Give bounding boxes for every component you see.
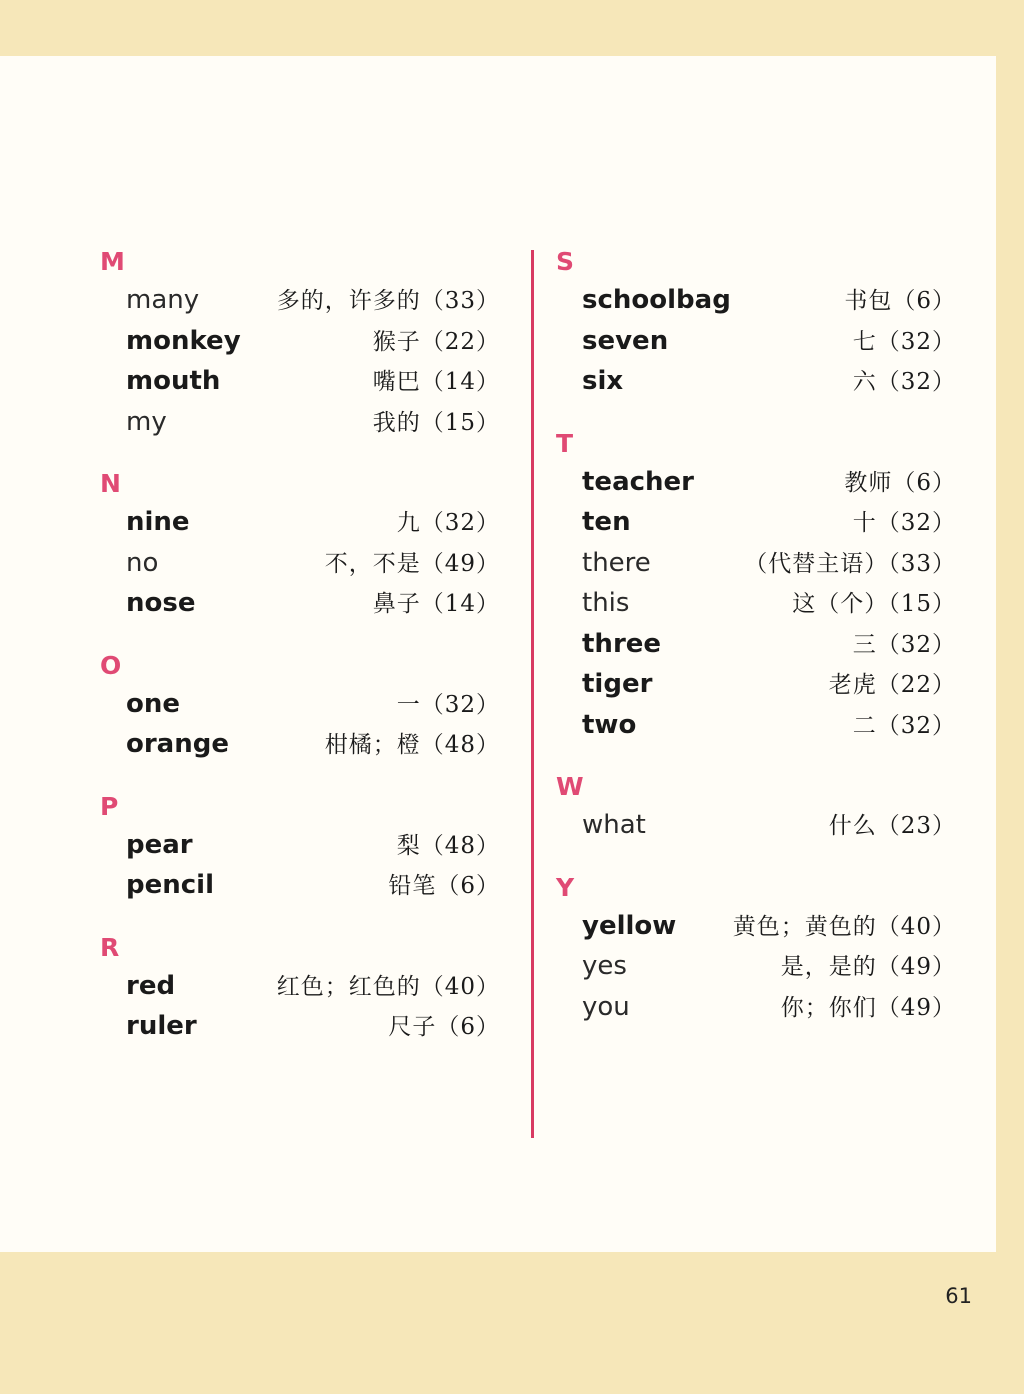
entry-meaning: 教师（6） — [844, 469, 956, 496]
entry-word: two — [582, 709, 637, 740]
entry-word: seven — [582, 325, 669, 356]
glossary-entry — [100, 280, 500, 321]
glossary-entry — [556, 705, 956, 746]
section-letter: Y — [556, 872, 575, 902]
entry-meaning: 三（32） — [852, 631, 956, 658]
glossary-entry — [100, 966, 500, 1007]
letter-section — [100, 930, 500, 1047]
glossary-entry — [556, 502, 956, 543]
letter-section — [556, 769, 956, 846]
entry-meaning: 你；你们（49） — [780, 994, 956, 1021]
entry-meaning: 这（个）（15） — [792, 591, 956, 617]
letter-section — [556, 870, 956, 1028]
section-letter: R — [100, 932, 120, 962]
letter-section — [556, 244, 956, 402]
section-letter: P — [100, 791, 119, 821]
glossary-entry — [100, 583, 500, 624]
entry-meaning: 我的（15） — [372, 409, 500, 436]
column-divider — [531, 250, 534, 1138]
entry-word: this — [582, 588, 630, 618]
glossary-entry — [556, 805, 956, 846]
glossary-entry — [100, 825, 500, 866]
section-letter: S — [556, 247, 575, 276]
entry-meaning: （代替主语）（33） — [744, 550, 956, 577]
letter-section — [100, 244, 500, 442]
glossary-entry — [556, 583, 956, 624]
entry-word: nose — [126, 588, 196, 618]
entry-word: many — [126, 285, 200, 315]
entry-word: ten — [582, 507, 631, 537]
entry-word: ruler — [126, 1011, 197, 1041]
page-number: 61 — [945, 1284, 972, 1308]
entry-meaning: 九（32） — [396, 510, 500, 536]
glossary-entry — [556, 462, 956, 503]
entry-word: monkey — [126, 325, 241, 356]
glossary-column-left — [100, 244, 500, 1071]
entry-meaning: 老虎（22） — [828, 672, 956, 698]
glossary-entry — [556, 361, 956, 402]
letter-section — [556, 426, 956, 746]
glossary-entry — [100, 402, 500, 443]
entry-meaning: 六（32） — [852, 369, 956, 395]
glossary-entry — [556, 543, 956, 584]
entry-word: yes — [582, 951, 627, 981]
entry-meaning: 红色；红色的（40） — [276, 973, 500, 1000]
entry-word: one — [126, 688, 181, 719]
letter-section — [100, 789, 500, 906]
entry-word: yellow — [582, 910, 677, 941]
section-letter: M — [100, 247, 125, 276]
glossary-entry — [556, 946, 956, 987]
entry-meaning: 是，是的（49） — [780, 954, 956, 980]
entry-word: pencil — [126, 870, 214, 900]
entry-word: you — [582, 991, 630, 1022]
entry-word: what — [582, 810, 646, 840]
glossary-entry — [100, 865, 500, 906]
glossary-entry — [556, 664, 956, 705]
glossary-entry — [100, 684, 500, 725]
glossary-entry — [100, 543, 500, 584]
entry-word: no — [126, 547, 159, 578]
section-letter: T — [556, 428, 574, 458]
entry-meaning: 七（32） — [852, 328, 956, 355]
glossary-entry — [556, 321, 956, 362]
entry-word: mouth — [126, 366, 221, 396]
entry-word: schoolbag — [582, 285, 731, 315]
section-letter: W — [556, 772, 584, 801]
entry-meaning: 柑橘；橙（48） — [324, 732, 500, 758]
entry-meaning: 什么（23） — [828, 813, 956, 839]
entry-meaning: 铅笔（6） — [388, 873, 500, 899]
entry-meaning: 书包（6） — [844, 288, 956, 314]
glossary-entry — [100, 502, 500, 543]
glossary-entry — [100, 724, 500, 765]
entry-meaning: 不，不是（49） — [324, 550, 500, 577]
entry-meaning: 二（32） — [852, 712, 956, 739]
entry-word: pear — [126, 829, 193, 860]
entry-word: six — [582, 366, 624, 396]
entry-meaning: 嘴巴（14） — [372, 369, 500, 395]
glossary-entry — [100, 1006, 500, 1047]
glossary-entry — [556, 987, 956, 1028]
entry-meaning: 鼻子（14） — [372, 591, 500, 617]
glossary-entry — [100, 361, 500, 402]
glossary-entry — [556, 906, 956, 947]
entry-word: red — [126, 970, 176, 1001]
entry-word: tiger — [582, 669, 653, 699]
entry-meaning: 黄色；黄色的（40） — [732, 913, 956, 940]
entry-meaning: 十（32） — [852, 510, 956, 536]
entry-word: three — [582, 628, 662, 659]
glossary-entry — [556, 624, 956, 665]
entry-meaning: 猴子（22） — [372, 328, 500, 355]
entry-meaning: 尺子（6） — [388, 1014, 500, 1040]
entry-word: there — [582, 547, 651, 578]
section-letter: N — [100, 469, 121, 498]
glossary-column-right — [556, 244, 956, 1051]
entry-word: my — [126, 406, 167, 437]
entry-word: teacher — [582, 466, 694, 497]
glossary-entry — [100, 321, 500, 362]
entry-meaning: 一（32） — [396, 691, 500, 718]
entry-word: nine — [126, 507, 190, 537]
glossary-entry — [556, 280, 956, 321]
letter-section — [100, 648, 500, 765]
entry-meaning: 梨（48） — [396, 832, 500, 859]
entry-word: orange — [126, 729, 229, 759]
section-letter: O — [100, 650, 122, 680]
letter-section — [100, 466, 500, 624]
entry-meaning: 多的，许多的（33） — [276, 288, 500, 314]
